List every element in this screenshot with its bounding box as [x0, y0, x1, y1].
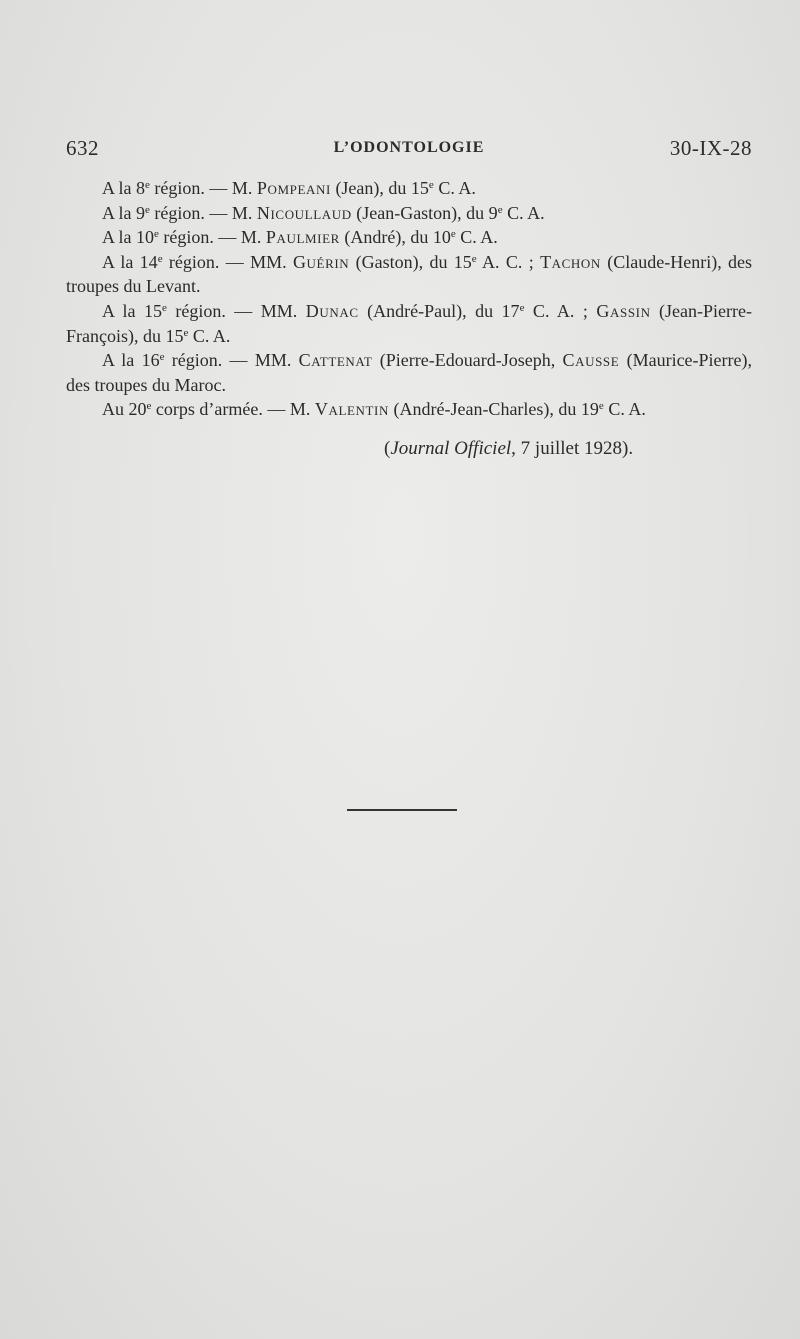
person-name: Nicoullaud: [256, 202, 352, 223]
person-name: Gassin: [596, 300, 651, 321]
person-name: Cattenat: [298, 350, 373, 371]
person-name: Valentin: [314, 399, 389, 420]
person-name: Causse: [562, 350, 620, 371]
source-citation: (Journal Officiel, 7 juillet 1928).: [384, 438, 634, 459]
section-divider: [347, 809, 457, 811]
page-number: 632: [66, 136, 99, 160]
publication-name: Journal Officiel: [390, 438, 512, 459]
person-name: Dunac: [305, 300, 359, 321]
person-name: Guérin: [292, 251, 350, 272]
issue-date: 30-IX-28: [669, 136, 752, 160]
person-name: Paulmier: [265, 227, 340, 248]
entry-10: A la 10e région. — M. Paulmier (André), du 10e C. A.: [102, 227, 498, 248]
entry-8: A la 8e région. — M. Pompeani (Jean), du 15e C. A.: [102, 178, 476, 198]
person-name: Pompeani: [256, 178, 331, 198]
appointments-list: [66, 176, 752, 422]
entry-16: A la 16e région. — MM. Cattenat (Pierre-Edouard-Joseph, Causse (Maurice-Pierre), des troupes du Maroc.: [66, 350, 753, 395]
journal-title: L’ODONTOLOGIE: [333, 139, 485, 156]
entry-15: A la 15e région. — MM. Dunac (André-Paul), du 17e C. A. ; Gassin (Jean-Pierre-François), du 15e C. A.: [66, 300, 753, 346]
person-name: Tachon: [540, 251, 601, 272]
entry-14: A la 14e région. — MM. Guérin (Gaston), du 15e A. C. ; Tachon (Claude-Henri), des troupes du Levant.: [66, 251, 753, 297]
entry-20-corps: Au 20e corps d’armée. — M. Valentin (André-Jean-Charles), du 19e C. A.: [102, 399, 646, 420]
page-header: [66, 136, 752, 166]
entry-9: A la 9e région. — M. Nicoullaud (Jean-Gaston), du 9e C. A.: [102, 202, 545, 223]
